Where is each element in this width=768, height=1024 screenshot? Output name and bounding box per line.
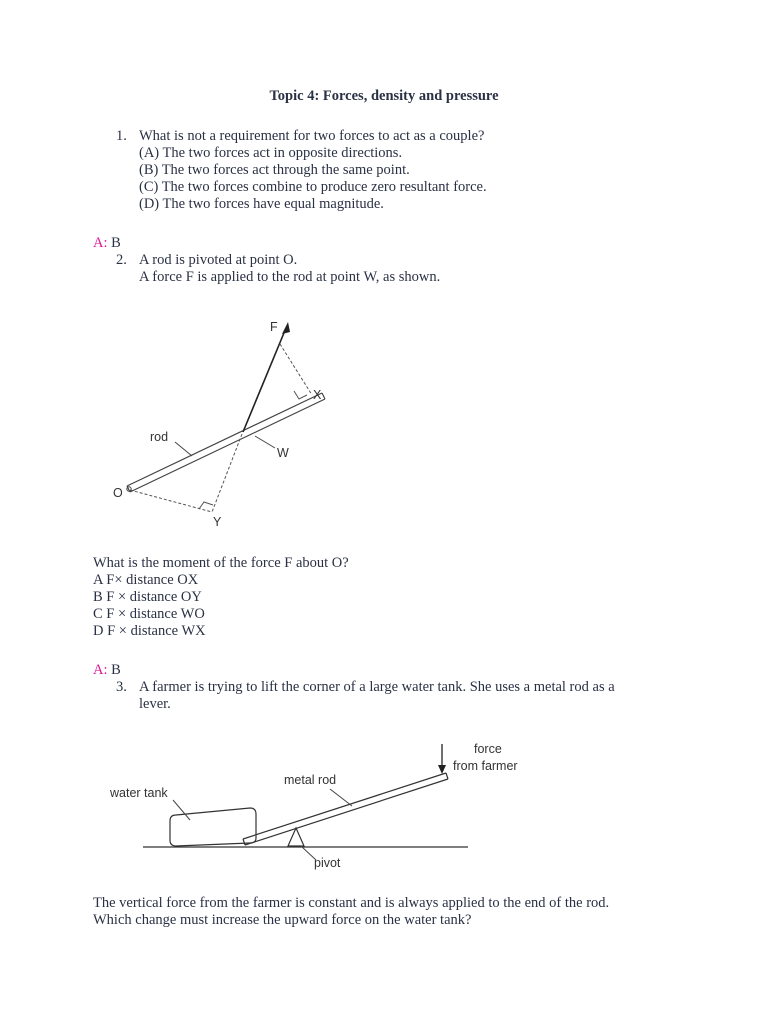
q1-answer-label: A: xyxy=(93,235,108,251)
q2-option-b: B F × distance OY xyxy=(93,589,202,605)
q2-answer xyxy=(93,662,121,679)
q2-option-a: A F× distance OX xyxy=(93,572,199,588)
q1-question: What is not a requirement for two forces to act as a couple? xyxy=(139,128,485,144)
label-water-tank: water tank xyxy=(110,786,168,800)
page-title: Topic 4: Forces, density and pressure xyxy=(269,88,499,104)
q1-option-a: (A) The two forces act in opposite directions. xyxy=(139,145,403,161)
label-w: W xyxy=(277,446,289,460)
q2-question: What is the moment of the force F about O? xyxy=(93,555,349,571)
force-f-arrow xyxy=(243,322,290,432)
label-f: F xyxy=(270,320,278,334)
q3-text-2: Which change must increase the upward force on the water tank? xyxy=(93,912,472,928)
q3-text-1: The vertical force from the farmer is constant and is always applied to the end of the rod. xyxy=(93,895,610,911)
q2-line-1: A rod is pivoted at point O. xyxy=(139,252,298,268)
q2-option-d: D F × distance WX xyxy=(93,623,206,639)
q3-line-1: A farmer is trying to lift the corner of a large water tank. She uses a metal rod as a xyxy=(139,679,615,695)
farmer-force-arrow xyxy=(438,744,446,774)
q3-number: 3. xyxy=(116,679,127,695)
label-o: O xyxy=(113,486,123,500)
label-pivot: pivot xyxy=(314,856,341,870)
label-force-line1: force xyxy=(474,742,502,756)
q2-answer-value: B xyxy=(111,662,121,678)
label-force-line2: from farmer xyxy=(453,759,518,773)
label-y: Y xyxy=(213,515,222,529)
q1-option-c: (C) The two forces combine to produce zero resultant force. xyxy=(139,179,487,195)
q2-number: 2. xyxy=(116,252,127,268)
label-metal-rod: metal rod xyxy=(284,773,337,787)
q1-answer-value: B xyxy=(111,235,121,251)
q1-option-b: (B) The two forces act through the same point. xyxy=(139,162,410,178)
q2-answer-label: A: xyxy=(93,662,108,678)
q2-line-2: A force F is applied to the rod at point W, as shown. xyxy=(139,269,441,285)
q1-option-d: (D) The two forces have equal magnitude. xyxy=(139,196,384,212)
q3-line-2: lever. xyxy=(139,696,171,712)
q1-number: 1. xyxy=(116,128,127,144)
lever-diagram xyxy=(143,744,468,860)
perpendicular-lines xyxy=(130,344,312,512)
label-rod: rod xyxy=(150,430,169,444)
metal-rod xyxy=(243,773,448,845)
q2-option-c: C F × distance WO xyxy=(93,606,205,622)
label-x: X xyxy=(313,388,322,402)
